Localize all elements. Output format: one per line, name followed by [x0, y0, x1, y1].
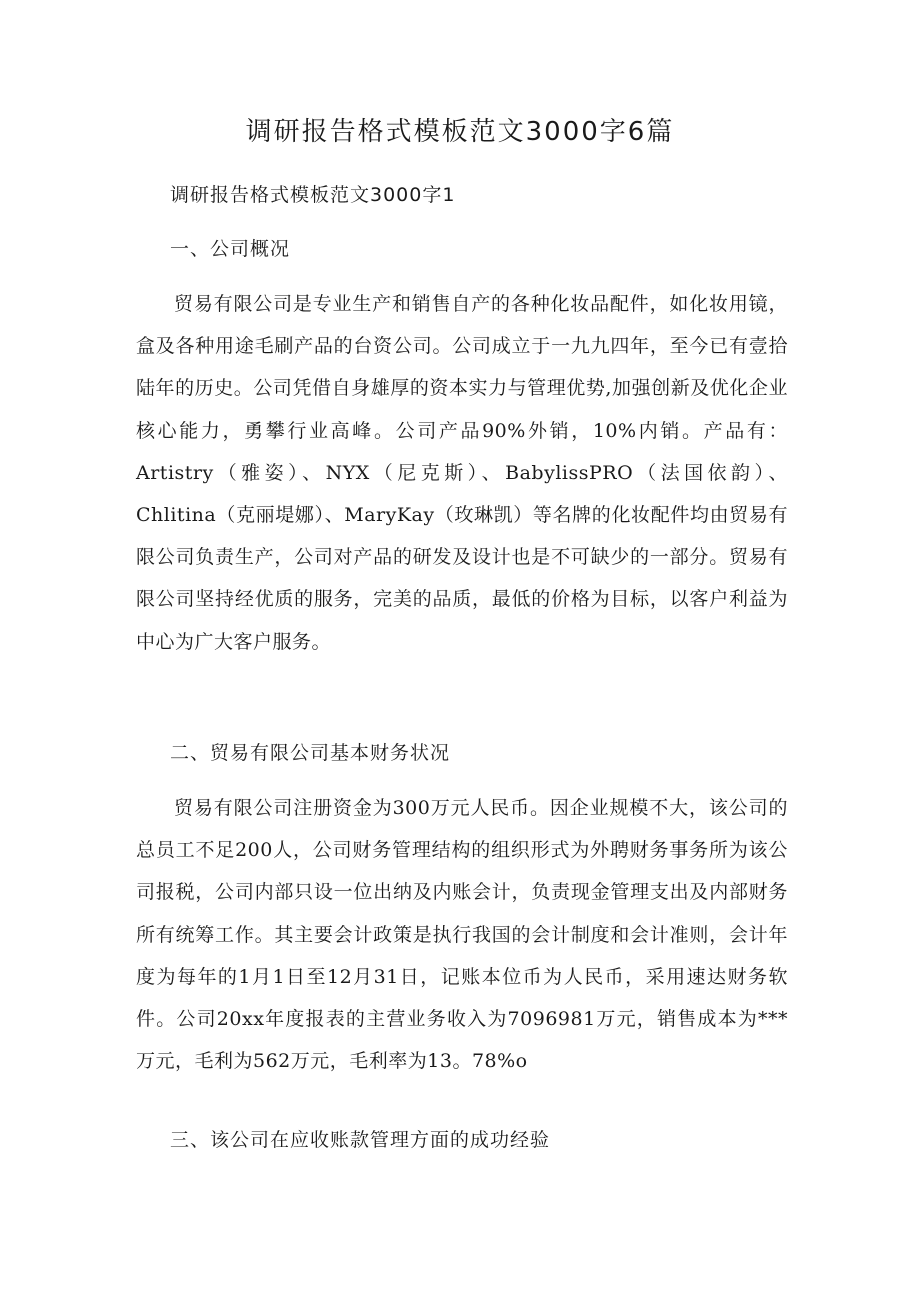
document-subtitle: 调研报告格式模板范文3000字1 — [170, 184, 456, 206]
section-heading-receivables-experience: 三、该公司在应收账款管理方面的成功经验 — [170, 1129, 551, 1151]
document-title: 调研报告格式模板范文3000字6篇 — [245, 117, 675, 147]
section-heading-financial-status: 二、贸易有限公司基本财务状况 — [170, 742, 451, 764]
section-paragraph-financial-status: 贸易有限公司注册资金为300万元人民币。因企业规模不大，该公司的总员工不足200人，公司财务管理结构的组织形式为外聘财务事务所为该公司报税，公司内部只设一位出纳及内账会计，负责现金管理支出及内部财务所有统筹工作。其主要会计政策是执行我国的会计制度和会计准则，会计年度为每年的1月1日至12月31日，记账本位币为人民币，采用速达财务软件。公司20xx年度报表的主营业务收入为7096981万元，销售成本为***万元，毛利为562万元，毛利率为13。78%o — [136, 797, 788, 1073]
section-heading-company-overview: 一、公司概况 — [170, 238, 291, 260]
section-paragraph-company-overview: 贸易有限公司是专业生产和销售自产的各种化妆品配件，如化妆用镜，盒及各种用途毛刷产品的台资公司。公司成立于一九九四年，至今已有壹拾陆年的历史。公司凭借自身雄厚的资本实力与管理优势,加强创新及优化企业核心能力，勇攀行业高峰。公司产品90%外销，10%内销。产品有：Artistry（雅姿）、NYX（尼克斯）、BabylissPRO（法国依韵）、Chlitina（克丽堤娜）、MaryKay（玫琳凯）等名牌的化妆配件均由贸易有限公司负责生产，公司对产品的研发及设计也是不可缺少的一部分。贸易有限公司坚持经优质的服务，完美的品质，最低的价格为目标，以客户利益为中心为广大客户服务。 — [136, 293, 788, 653]
